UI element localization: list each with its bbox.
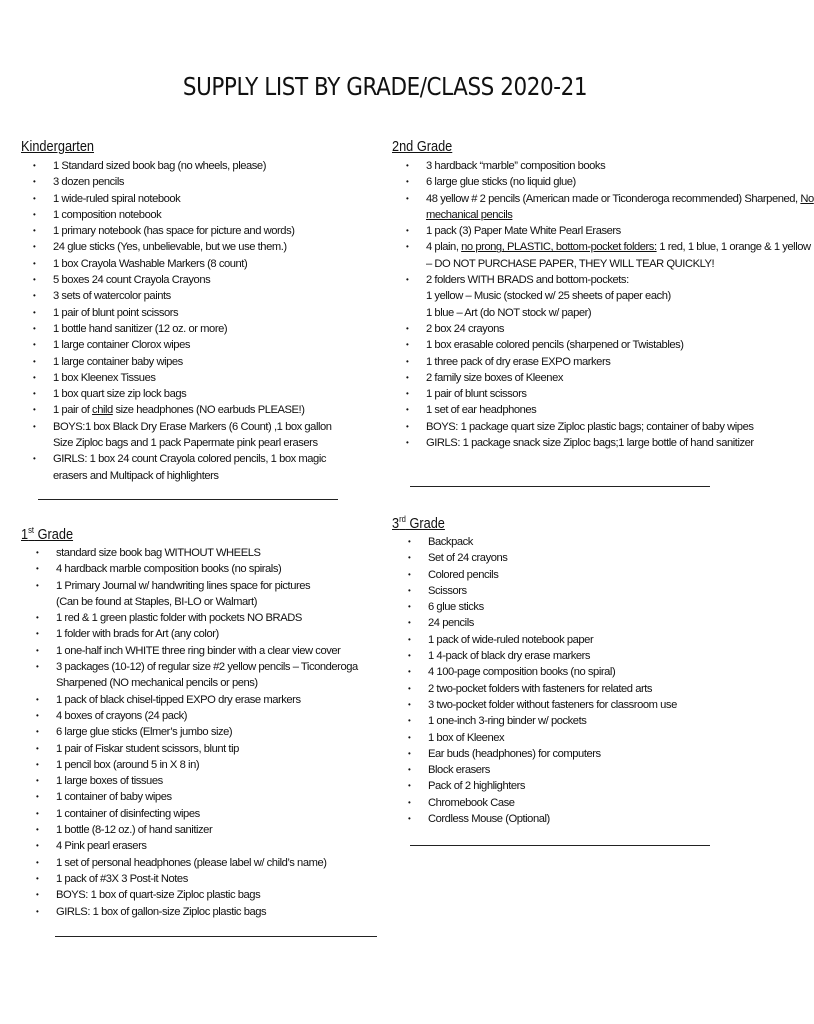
list-item: • 4 Pink pearl erasers — [36, 838, 358, 854]
bullet-icon: • — [408, 765, 411, 775]
list-item: • 1 bottle hand sanitizer (12 oz. or more) — [33, 321, 332, 337]
list-item: • 1 pair of blunt scissors — [406, 386, 814, 402]
divider-line — [55, 936, 377, 937]
list-item: • 1 three pack of dry erase EXPO markers — [406, 354, 814, 370]
bullet-icon: • — [36, 825, 39, 835]
list-item: • Block erasers — [408, 762, 677, 778]
list-item: • 4 hardback marble composition books (no spirals) — [36, 561, 358, 577]
list-item: • 1 4-pack of black dry erase markers — [408, 648, 677, 664]
bullet-icon: • — [36, 776, 39, 786]
kindergarten-section — [21, 138, 332, 484]
bullet-icon: • — [36, 710, 39, 720]
bullet-icon: • — [408, 585, 411, 595]
bullet-icon: • — [33, 421, 36, 431]
list-item: • 1 composition notebook — [33, 207, 332, 223]
kindergarten-list — [33, 158, 332, 484]
third-grade-section — [392, 514, 677, 827]
bullet-icon: • — [406, 193, 409, 203]
list-item: • 1 pack (3) Paper Mate White Pearl Erasers — [406, 223, 814, 239]
list-item: • 3 sets of watercolor paints — [33, 288, 332, 304]
bullet-icon: • — [406, 161, 409, 170]
list-item: • BOYS: 1 box of quart-size Ziploc plastic bags — [36, 887, 358, 903]
bullet-icon: • — [33, 258, 36, 268]
first-grade-section — [21, 525, 358, 920]
list-item: • 3 hardback “marble” composition books — [406, 158, 814, 174]
list-item: • 24 pencils — [408, 615, 677, 631]
bullet-icon: • — [36, 645, 39, 655]
list-item: • 3 dozen pencils — [33, 174, 332, 190]
bullet-icon: • — [33, 242, 36, 252]
list-item: • 1 container of baby wipes — [36, 789, 358, 805]
list-item: • 1 box quart size zip lock bags — [33, 386, 332, 402]
bullet-icon: • — [36, 743, 39, 753]
bullet-icon: • — [406, 226, 409, 236]
bullet-icon: • — [36, 808, 39, 818]
bullet-icon: • — [406, 323, 409, 333]
bullet-icon: • — [408, 732, 411, 742]
list-item: • 1 pencil box (around 5 in X 8 in) — [36, 757, 358, 773]
list-item: • Chromebook Case — [408, 795, 677, 811]
list-item: • 1 box of Kleenex — [408, 730, 677, 746]
bullet-icon: • — [406, 356, 409, 366]
list-item: • 2 folders WITH BRADS and bottom-pockets: 1 yellow – Music (stocked w/ 25 sheets of paper each) 1 blue – Art (do NOT stock w/ paper) — [406, 274, 671, 319]
list-item: • 1 pair of child size headphones (NO earbuds PLEASE!) — [33, 402, 332, 418]
bullet-icon: • — [33, 340, 36, 350]
bullet-icon: • — [36, 580, 39, 590]
bullet-icon: • — [408, 814, 411, 824]
bullet-icon: • — [36, 613, 39, 623]
bullet-icon: • — [408, 683, 411, 693]
second-grade-heading: 2nd Grade — [392, 138, 453, 155]
bullet-icon: • — [406, 421, 409, 431]
list-item: • Ear buds (headphones) for computers — [408, 746, 677, 762]
list-item: • 1 red & 1 green plastic folder with pockets NO BRADS — [36, 610, 358, 626]
list-item: • 6 glue sticks — [408, 599, 677, 615]
list-item: • 1 pack of #3X 3 Post-it Notes — [36, 871, 358, 887]
bullet-icon: • — [408, 537, 411, 546]
second-grade-section — [392, 138, 814, 451]
bullet-icon: • — [406, 405, 409, 415]
list-item: • 1 primary notebook (has space for picture and words) — [33, 223, 332, 239]
bullet-icon: • — [408, 651, 411, 661]
bullet-icon: • — [33, 161, 36, 170]
bullet-icon: • — [408, 748, 411, 758]
bullet-icon: • — [36, 841, 39, 851]
bullet-icon: • — [36, 792, 39, 802]
list-item: • 1 set of personal headphones (please label w/ child’s name) — [36, 855, 358, 871]
bullet-icon: • — [408, 569, 411, 579]
list-item: • GIRLS: 1 box of gallon-size Ziploc plastic bags — [36, 904, 358, 920]
bullet-icon: • — [408, 618, 411, 628]
bullet-icon: • — [36, 694, 39, 704]
bullet-icon: • — [406, 242, 409, 252]
list-item: • 1 container of disinfecting wipes — [36, 806, 358, 822]
list-item: • GIRLS: 1 package snack size Ziploc bags;1 large bottle of hand sanitizer — [406, 435, 814, 451]
bullet-icon: • — [408, 553, 411, 563]
bullet-icon: • — [33, 307, 36, 317]
bullet-icon: • — [33, 177, 36, 187]
bullet-icon: • — [33, 291, 36, 301]
bullet-icon: • — [33, 454, 36, 464]
bullet-icon: • — [36, 873, 39, 883]
list-item: • 1 set of ear headphones — [406, 402, 814, 418]
divider-line — [38, 499, 338, 500]
list-item: • 1 bottle (8-12 oz.) of hand sanitizer — [36, 822, 358, 838]
bullet-icon: • — [33, 323, 36, 333]
list-item: • 1 box Crayola Washable Markers (8 count) — [33, 256, 332, 272]
bullet-icon: • — [36, 727, 39, 737]
list-item: • 1 one-inch 3-ring binder w/ pockets — [408, 713, 677, 729]
list-item: • 1 Primary Journal w/ handwriting lines space for pictures (Can be found at Staples, BI-LO or Walmart) — [36, 579, 311, 608]
list-item: • BOYS:1 box Black Dry Erase Markers (6 Count) ,1 box gallon Size Ziploc bags and 1 pack Papermate pink pearl erasers — [33, 420, 332, 450]
list-item: • 1 Standard sized book bag (no wheels, please) — [33, 158, 332, 174]
bullet-icon: • — [33, 193, 36, 203]
list-item: • 6 large glue sticks (Elmer’s jumbo size) — [36, 724, 358, 740]
bullet-icon: • — [36, 662, 39, 672]
list-item: • 1 large container Clorox wipes — [33, 337, 332, 353]
bullet-icon: • — [36, 564, 39, 574]
list-item: • GIRLS: 1 box 24 count Crayola colored pencils, 1 box magic erasers and Multipack of highlighters — [33, 453, 327, 482]
third-grade-heading: 3rd Grade — [392, 514, 445, 532]
list-item: • 1 pair of blunt point scissors — [33, 305, 332, 321]
divider-line — [410, 845, 710, 846]
list-item: • 1 pack of wide-ruled notebook paper — [408, 632, 677, 648]
bullet-icon: • — [36, 890, 39, 900]
list-item: • 4 boxes of crayons (24 pack) — [36, 708, 358, 724]
list-item: • 3 two-pocket folder without fasteners for classroom use — [408, 697, 677, 713]
list-item: • 2 box 24 crayons — [406, 321, 814, 337]
bullet-icon: • — [408, 667, 411, 677]
bullet-icon: • — [406, 275, 409, 285]
list-item: • 1 one-half inch WHITE three ring binder with a clear view cover — [36, 643, 358, 659]
list-item: • Pack of 2 highlighters — [408, 778, 677, 794]
bullet-icon: • — [408, 781, 411, 791]
list-item: • 5 boxes 24 count Crayola Crayons — [33, 272, 332, 288]
bullet-icon: • — [33, 275, 36, 285]
bullet-icon: • — [408, 602, 411, 612]
list-item: • 1 large container baby wipes — [33, 354, 332, 370]
list-item: • 48 yellow # 2 pencils (American made or Ticonderoga recommended) Sharpened, No mechanical pencils — [406, 192, 814, 221]
list-item: • 2 family size boxes of Kleenex — [406, 370, 814, 386]
list-item: • 1 wide-ruled spiral notebook — [33, 191, 332, 207]
bullet-icon: • — [36, 759, 39, 769]
bullet-icon: • — [33, 226, 36, 236]
list-item: • 1 box Kleenex Tissues — [33, 370, 332, 386]
bullet-icon: • — [408, 797, 411, 807]
list-item: • 1 pack of black chisel-tipped EXPO dry erase markers — [36, 692, 358, 708]
bullet-icon: • — [408, 699, 411, 709]
list-item: • 3 packages (10-12) of regular size #2 yellow pencils – Ticonderoga Sharpened (NO mechanical pencils or pens) — [36, 661, 358, 690]
bullet-icon: • — [406, 389, 409, 399]
list-item: • 1 pair of Fiskar student scissors, blunt tip — [36, 741, 358, 757]
page-title: SUPPLY LIST BY GRADE/CLASS 2020-21 — [182, 72, 588, 101]
bullet-icon: • — [36, 629, 39, 639]
bullet-icon: • — [33, 405, 36, 415]
list-item: • BOYS: 1 package quart size Ziploc plastic bags; container of baby wipes — [406, 419, 814, 435]
bullet-icon: • — [36, 548, 39, 557]
bullet-icon: • — [406, 372, 409, 382]
bullet-icon: • — [408, 716, 411, 726]
list-item: • 6 large glue sticks (no liquid glue) — [406, 174, 814, 190]
bullet-icon: • — [406, 177, 409, 187]
bullet-icon: • — [406, 340, 409, 350]
list-item: • Scissors — [408, 583, 677, 599]
bullet-icon: • — [33, 209, 36, 219]
first-grade-heading: 1st Grade — [21, 525, 74, 543]
bullet-icon: • — [406, 438, 409, 448]
second-grade-list — [406, 158, 814, 451]
list-item: • Cordless Mouse (Optional) — [408, 811, 677, 827]
list-item: • 1 large boxes of tissues — [36, 773, 358, 789]
list-item: • 4 plain, no prong, PLASTIC, bottom-pocket folders: 1 red, 1 blue, 1 orange & 1 yellow – DO NOT PURCHASE PAPER, THEY WILL TEAR QUICKLY! — [406, 241, 811, 270]
bullet-icon: • — [36, 857, 39, 867]
list-item: • Backpack — [408, 534, 677, 550]
kindergarten-heading: Kindergarten — [21, 138, 95, 155]
bullet-icon: • — [36, 906, 39, 916]
bullet-icon: • — [33, 389, 36, 399]
list-item: • standard size book bag WITHOUT WHEELS — [36, 545, 358, 561]
list-item: • 4 100-page composition books (no spiral) — [408, 664, 677, 680]
bullet-icon: • — [33, 356, 36, 366]
list-item: • Colored pencils — [408, 567, 677, 583]
list-item: • Set of 24 crayons — [408, 550, 677, 566]
list-item: • 24 glue sticks (Yes, unbelievable, but we use them.) — [33, 239, 332, 255]
list-item: • 2 two-pocket folders with fasteners for related arts — [408, 681, 677, 697]
list-item: • 1 box erasable colored pencils (sharpened or Twistables) — [406, 337, 814, 353]
divider-line — [410, 486, 710, 487]
first-grade-list — [36, 545, 358, 920]
bullet-icon: • — [33, 372, 36, 382]
bullet-icon: • — [408, 634, 411, 644]
list-item: • 1 folder with brads for Art (any color) — [36, 626, 358, 642]
third-grade-list — [408, 534, 677, 827]
